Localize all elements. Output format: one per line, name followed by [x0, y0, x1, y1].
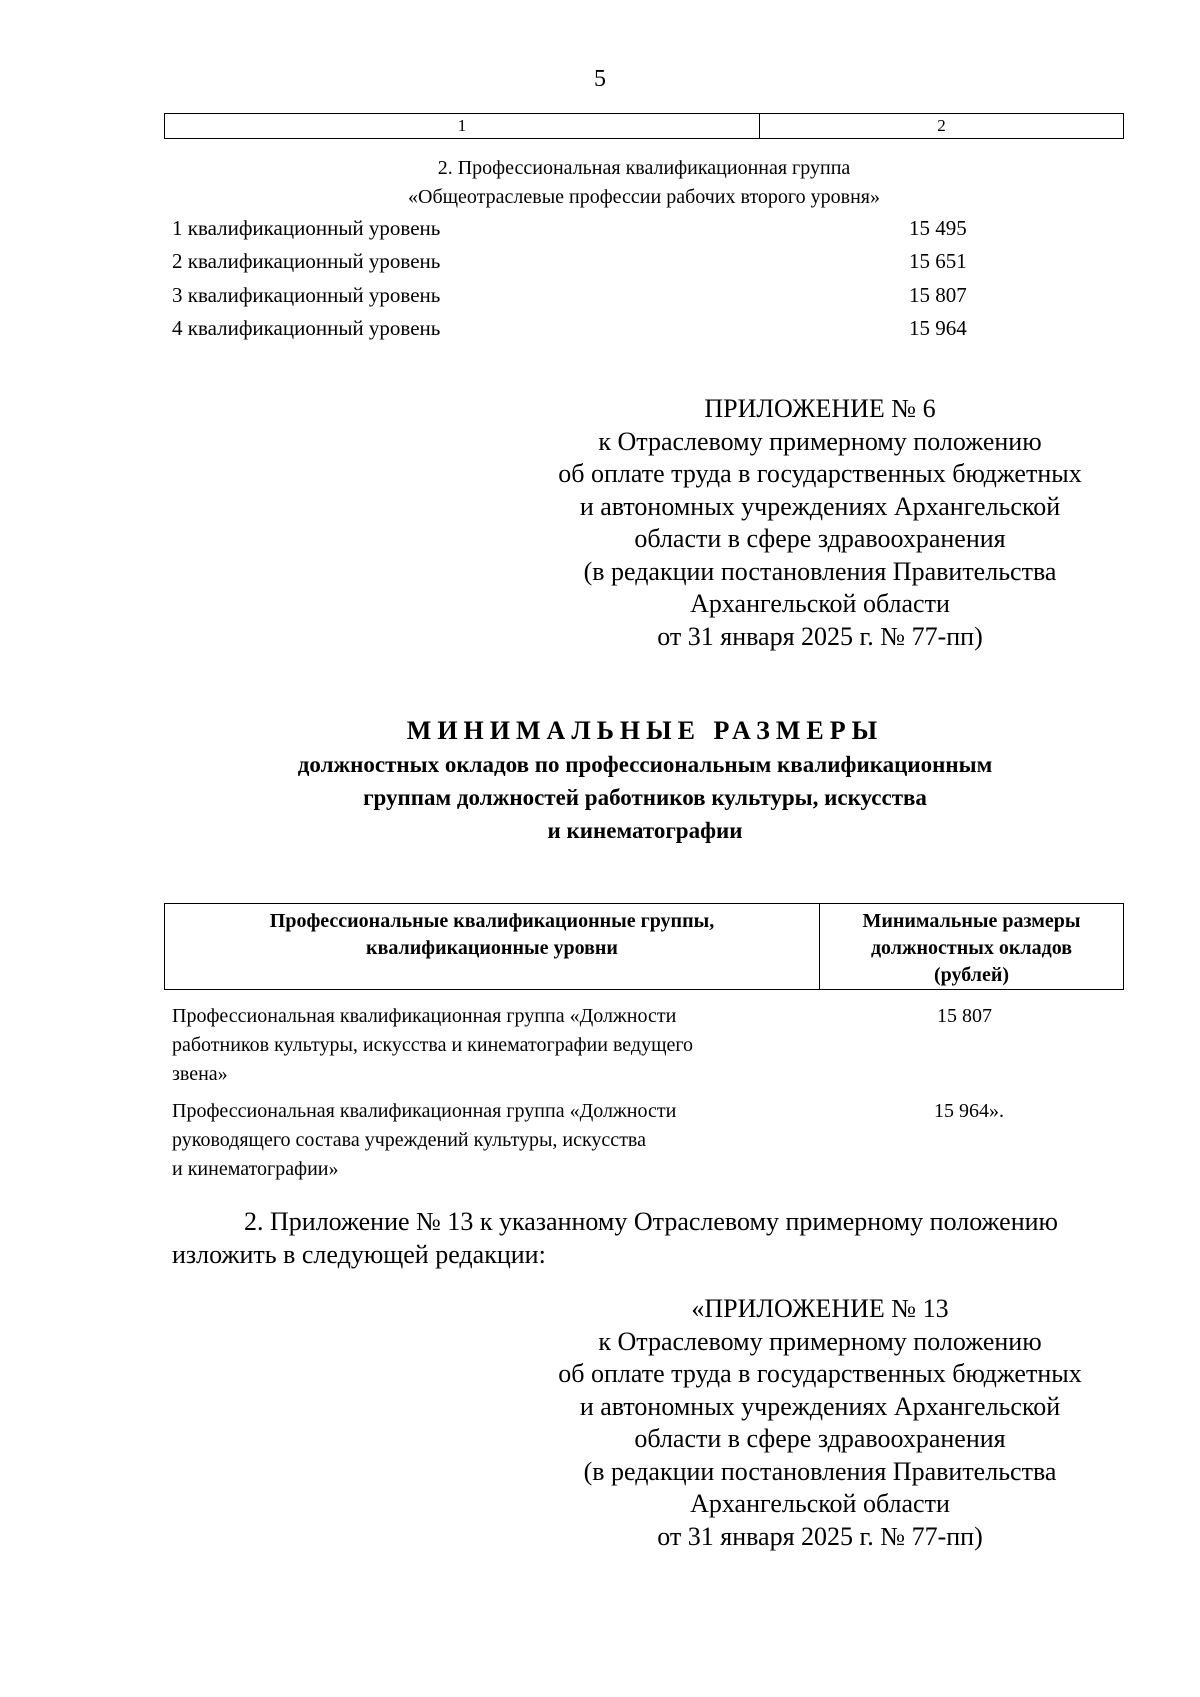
header-col2-line: должностных окладов — [870, 937, 1073, 959]
level-row — [172, 280, 972, 310]
paragraph-2 — [172, 1205, 1132, 1271]
appendix-13-block — [420, 1293, 1200, 1553]
level-value: 15 807 — [909, 283, 967, 307]
appendix-6-line: от 31 января 2025 г. № 77-пп) — [657, 621, 983, 651]
appendix-13-line: об оплате труда в государственных бюджетных — [558, 1359, 1082, 1388]
title-line4: и кинематографии — [547, 818, 743, 843]
table-row-text — [172, 1097, 832, 1184]
level-label: 4 квалификационный уровень — [172, 316, 441, 340]
level-label: 1 квалификационный уровень — [172, 216, 441, 240]
header-col1-line: Профессиональные квалификационные группы, — [269, 910, 715, 932]
appendix-13-line: Архангельской области — [690, 1489, 950, 1518]
row-line: Профессиональная квалификационная группа «Должности — [172, 1100, 677, 1122]
header-table-col2: 2 — [937, 116, 946, 135]
row-line: руководящего состава учреждений культуры, искусства — [172, 1129, 646, 1151]
appendix-13-line: и автономных учреждениях Архангельской — [579, 1391, 1061, 1421]
level-label: 3 квалификационный уровень — [172, 283, 441, 307]
appendix-6-line: области в сфере здравоохранения — [634, 524, 1006, 553]
salary-table-header — [164, 903, 1124, 990]
level-row — [172, 246, 972, 276]
appendix-13-line: «ПРИЛОЖЕНИЕ № 13 — [691, 1294, 949, 1323]
appendix-6-block — [420, 393, 1200, 653]
header-table-col1: 1 — [165, 114, 760, 138]
level-value: 15 495 — [909, 216, 967, 240]
header-col1-line: квалификационные уровни — [366, 937, 618, 959]
header-col2-line: Минимальные размеры — [862, 910, 1081, 932]
header-table — [164, 113, 1124, 139]
document-title — [0, 714, 1200, 847]
salary-table-header-col1 — [165, 904, 820, 989]
level-value: 15 964 — [909, 316, 967, 340]
appendix-13-line: области в сфере здравоохранения — [634, 1424, 1006, 1453]
appendix-13-line: (в редакции постановления Правительства — [583, 1456, 1057, 1486]
level-value: 15 651 — [909, 249, 967, 273]
paragraph-line: 2. Приложение № 13 к указанному Отраслевому примерному положению — [244, 1207, 1058, 1236]
paragraph-line: изложить в следующей редакции: — [172, 1240, 546, 1269]
row-line: и кинематографии» — [172, 1158, 339, 1180]
group-title-line2: «Общеотраслевые профессии рабочих второго уровня» — [408, 186, 880, 208]
group-title-line1: 2. Профессиональная квалификационная группа — [437, 157, 851, 179]
salary-table-header-col2 — [820, 904, 1123, 989]
row-line: звена» — [172, 1063, 228, 1085]
appendix-13-line: от 31 января 2025 г. № 77-пп) — [657, 1521, 983, 1551]
appendix-6-line: об оплате труда в государственных бюджетных — [558, 459, 1082, 488]
appendix-13-line: к Отраслевому примерному положению — [598, 1326, 1042, 1356]
header-col2-line: (рублей) — [933, 964, 1010, 986]
title-main: МИНИМАЛЬНЫЕ РАЗМЕРЫ — [406, 716, 884, 745]
table-row-text — [172, 1002, 832, 1089]
level-row — [172, 313, 972, 343]
appendix-6-line: к Отраслевому примерному положению — [598, 426, 1042, 456]
title-line2: должностных окладов по профессиональным квалификационным — [297, 752, 993, 777]
row-line: Профессиональная квалификационная группа «Должности — [172, 1005, 677, 1027]
appendix-6-line: ПРИЛОЖЕНИЕ № 6 — [704, 394, 936, 423]
table-row-value: 15 807 — [937, 1005, 992, 1027]
level-row — [172, 213, 972, 243]
level-label: 2 квалификационный уровень — [172, 249, 441, 273]
page-number: 5 — [594, 66, 606, 92]
appendix-6-line: и автономных учреждениях Архангельской — [579, 491, 1061, 521]
appendix-6-line: Архангельской области — [690, 589, 950, 618]
appendix-6-line: (в редакции постановления Правительства — [583, 556, 1057, 586]
row-line: работников культуры, искусства и кинематографии ведущего — [172, 1034, 694, 1056]
title-line3: группам должностей работников культуры, искусства — [363, 785, 927, 810]
table-row-value: 15 964». — [934, 1100, 1004, 1122]
